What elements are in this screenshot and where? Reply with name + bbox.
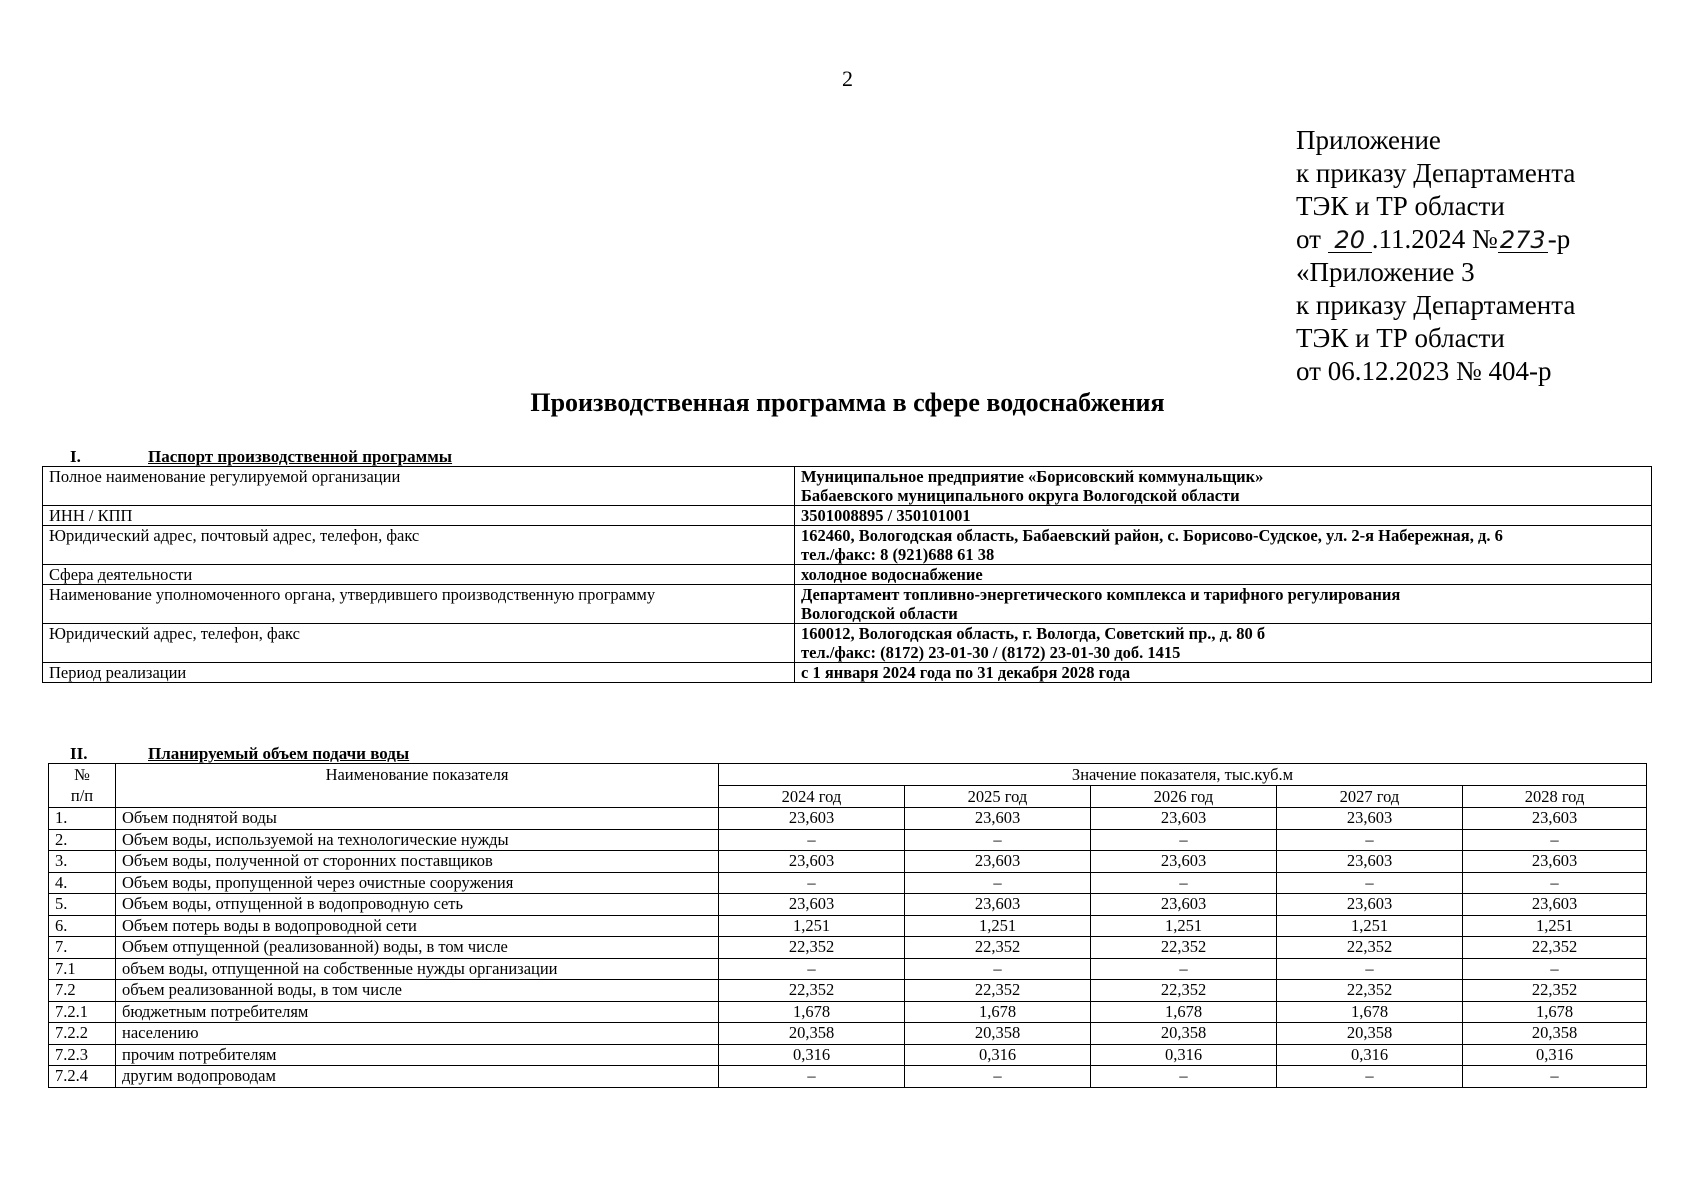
indicator-value: 23,603 xyxy=(1277,808,1463,830)
document-title: Производственная программа в сфере водоснабжения xyxy=(530,388,1165,417)
indicator-value: 23,603 xyxy=(1463,894,1647,916)
indicator-value: – xyxy=(719,872,905,894)
column-header-year: 2024 год xyxy=(719,786,905,808)
indicator-value: 20,358 xyxy=(719,1023,905,1045)
indicator-value: 22,352 xyxy=(905,937,1091,959)
column-header-year: 2025 год xyxy=(905,786,1091,808)
indicator-value: 23,603 xyxy=(1277,851,1463,873)
indicator-value: 23,603 xyxy=(905,808,1091,830)
indicator-value: 23,603 xyxy=(1463,808,1647,830)
table-row xyxy=(43,565,1652,585)
indicator-name: Объем потерь воды в водопроводной сети xyxy=(116,915,719,937)
column-header-year: 2027 год xyxy=(1277,786,1463,808)
passport-value-line: 160012, Вологодская область, г. Вологда, Советский пр., д. 80 б xyxy=(801,624,1266,643)
passport-label: Наименование уполномоченного органа, утвердившего производственную программу xyxy=(43,585,795,624)
appendix-line: Приложение xyxy=(1296,125,1441,155)
indicator-value: 1,678 xyxy=(905,1001,1091,1023)
passport-value xyxy=(795,526,1652,565)
row-number: 3. xyxy=(49,851,116,873)
indicator-value: 22,352 xyxy=(1277,980,1463,1002)
passport-label: Полное наименование регулируемой организации xyxy=(43,467,795,506)
row-number: 7.2.2 xyxy=(49,1023,116,1045)
passport-value-line: 162460, Вологодская область, Бабаевский район, с. Борисово-Судское, ул. 2-я Набережная, д. 6 xyxy=(801,526,1503,545)
indicator-value: 20,358 xyxy=(905,1023,1091,1045)
indicator-value: 0,316 xyxy=(719,1044,905,1066)
date-rest: .11.2024 № xyxy=(1371,224,1498,254)
indicator-value: – xyxy=(905,958,1091,980)
table-row xyxy=(49,915,1647,937)
passport-value-line: 3501008895 / 350101001 xyxy=(801,506,971,525)
row-number: 1. xyxy=(49,808,116,830)
table-row xyxy=(43,506,1652,526)
indicator-value: 0,316 xyxy=(1091,1044,1277,1066)
row-number: 7.1 xyxy=(49,958,116,980)
indicator-value: 22,352 xyxy=(1463,937,1647,959)
table-row xyxy=(49,829,1647,851)
indicator-value: 1,251 xyxy=(1091,915,1277,937)
table-row xyxy=(43,467,1652,506)
water-volume-table xyxy=(48,763,1647,1088)
indicator-value: 0,316 xyxy=(1463,1044,1647,1066)
table-row xyxy=(49,851,1647,873)
section-title: Паспорт производственной программы xyxy=(148,447,453,466)
indicator-value: 23,603 xyxy=(719,851,905,873)
appendix-line: от 06.12.2023 № 404-р xyxy=(1296,356,1552,386)
appendix-line: «Приложение 3 xyxy=(1296,257,1475,287)
indicator-value: 23,603 xyxy=(1091,894,1277,916)
passport-value xyxy=(795,663,1652,683)
indicator-value: – xyxy=(1091,829,1277,851)
indicator-value: 23,603 xyxy=(719,808,905,830)
table-row xyxy=(49,872,1647,894)
table-header-row xyxy=(49,764,1647,786)
passport-label: ИНН / КПП xyxy=(43,506,795,526)
indicator-value: – xyxy=(905,829,1091,851)
handwritten-day: 20 xyxy=(1328,228,1372,253)
indicator-value: 23,603 xyxy=(1091,851,1277,873)
row-number: 2. xyxy=(49,829,116,851)
indicator-value: – xyxy=(1277,1066,1463,1088)
indicator-value: 23,603 xyxy=(905,894,1091,916)
column-header-value-group: Значение показателя, тыс.куб.м xyxy=(719,764,1647,786)
date-prefix: от xyxy=(1296,224,1321,254)
table-row xyxy=(49,1001,1647,1023)
indicator-value: – xyxy=(1463,872,1647,894)
indicator-value: 20,358 xyxy=(1277,1023,1463,1045)
appendix-line: ТЭК и ТР области xyxy=(1296,323,1505,353)
indicator-value: 1,678 xyxy=(1277,1001,1463,1023)
column-header-year: 2028 год xyxy=(1463,786,1647,808)
passport-label: Сфера деятельности xyxy=(43,565,795,585)
passport-value-line: Бабаевского муниципального округа Вологодской области xyxy=(801,486,1240,505)
indicator-name: объем реализованной воды, в том числе xyxy=(116,980,719,1002)
indicator-value: 1,678 xyxy=(719,1001,905,1023)
indicator-value: 20,358 xyxy=(1463,1023,1647,1045)
column-header-number xyxy=(49,764,116,808)
indicator-value: – xyxy=(1463,1066,1647,1088)
indicator-name: Объем отпущенной (реализованной) воды, в том числе xyxy=(116,937,719,959)
indicator-value: 22,352 xyxy=(905,980,1091,1002)
indicator-name: прочим потребителям xyxy=(116,1044,719,1066)
indicator-value: 1,678 xyxy=(1463,1001,1647,1023)
indicator-name: Объем воды, используемой на технологические нужды xyxy=(116,829,719,851)
appendix-line: ТЭК и ТР области xyxy=(1296,191,1505,221)
indicator-value: 1,251 xyxy=(1463,915,1647,937)
indicator-value: 22,352 xyxy=(1091,937,1277,959)
section-number: II. xyxy=(70,744,88,763)
indicator-value: – xyxy=(1463,958,1647,980)
header-text: п/п xyxy=(70,786,94,805)
appendix-line: к приказу Департамента xyxy=(1296,290,1576,320)
passport-label: Юридический адрес, почтовый адрес, телефон, факс xyxy=(43,526,795,565)
row-number: 7.2 xyxy=(49,980,116,1002)
passport-value-line: тел./факс: (8172) 23-01-30 / (8172) 23-01-30 доб. 1415 xyxy=(801,643,1181,662)
indicator-value: 1,251 xyxy=(719,915,905,937)
column-header-year: 2026 год xyxy=(1091,786,1277,808)
table-row xyxy=(49,980,1647,1002)
passport-value xyxy=(795,467,1652,506)
indicator-name: Объем воды, пропущенной через очистные сооружения xyxy=(116,872,719,894)
table-row xyxy=(49,1066,1647,1088)
indicator-name: объем воды, отпущенной на собственные нужды организации xyxy=(116,958,719,980)
section-title: Планируемый объем подачи воды xyxy=(148,744,410,763)
indicator-value: – xyxy=(719,1066,905,1088)
indicator-value: 23,603 xyxy=(1463,851,1647,873)
passport-value-line: Вологодской области xyxy=(801,604,958,623)
handwritten-number: 273 xyxy=(1498,228,1548,253)
passport-value-line: с 1 января 2024 года по 31 декабря 2028 года xyxy=(801,663,1131,682)
indicator-value: – xyxy=(1277,958,1463,980)
passport-label: Период реализации xyxy=(43,663,795,683)
indicator-value: 22,352 xyxy=(1091,980,1277,1002)
row-number: 7.2.1 xyxy=(49,1001,116,1023)
indicator-value: – xyxy=(719,829,905,851)
passport-label: Юридический адрес, телефон, факс xyxy=(43,624,795,663)
indicator-value: – xyxy=(1277,829,1463,851)
row-number: 7. xyxy=(49,937,116,959)
indicator-value: 22,352 xyxy=(1463,980,1647,1002)
table-row xyxy=(49,808,1647,830)
appendix-order-line xyxy=(1296,223,1575,256)
section-number: I. xyxy=(70,447,81,466)
row-number: 7.2.3 xyxy=(49,1044,116,1066)
indicator-name: другим водопроводам xyxy=(116,1066,719,1088)
table-row xyxy=(49,937,1647,959)
page-number: 2 xyxy=(842,66,853,91)
indicator-value: 22,352 xyxy=(1277,937,1463,959)
column-header-name: Наименование показателя xyxy=(116,764,719,808)
indicator-value: – xyxy=(905,1066,1091,1088)
indicator-name: Объем воды, отпущенной в водопроводную сеть xyxy=(116,894,719,916)
indicator-value: 22,352 xyxy=(719,937,905,959)
passport-table xyxy=(42,466,1652,683)
number-suffix: -р xyxy=(1547,224,1571,254)
indicator-value: – xyxy=(1091,872,1277,894)
table-row xyxy=(49,1044,1647,1066)
indicator-value: 22,352 xyxy=(719,980,905,1002)
indicator-name: бюджетным потребителям xyxy=(116,1001,719,1023)
table-row xyxy=(49,894,1647,916)
row-number: 5. xyxy=(49,894,116,916)
indicator-value: 1,251 xyxy=(905,915,1091,937)
passport-value xyxy=(795,565,1652,585)
table-row xyxy=(43,663,1652,683)
appendix-block xyxy=(1296,124,1575,388)
passport-value xyxy=(795,585,1652,624)
section-1-heading xyxy=(70,447,452,467)
table-row xyxy=(43,585,1652,624)
table-row xyxy=(43,526,1652,565)
appendix-line: к приказу Департамента xyxy=(1296,158,1576,188)
indicator-value: – xyxy=(719,958,905,980)
indicator-value: – xyxy=(1091,958,1277,980)
table-row xyxy=(43,624,1652,663)
passport-value xyxy=(795,624,1652,663)
passport-value-line: Департамент топливно-энергетического комплекса и тарифного регулирования xyxy=(801,585,1401,604)
header-text: № xyxy=(74,765,90,784)
table-row xyxy=(49,1023,1647,1045)
indicator-value: 23,603 xyxy=(905,851,1091,873)
indicator-value: 1,251 xyxy=(1277,915,1463,937)
passport-value-line: Муниципальное предприятие «Борисовский коммунальщик» xyxy=(801,467,1264,486)
passport-value-line: тел./факс: 8 (921)688 61 38 xyxy=(801,545,995,564)
indicator-value: 23,603 xyxy=(719,894,905,916)
indicator-value: 23,603 xyxy=(1091,808,1277,830)
passport-value-line: холодное водоснабжение xyxy=(801,565,983,584)
row-number: 6. xyxy=(49,915,116,937)
section-2-heading xyxy=(70,744,409,764)
indicator-name: населению xyxy=(116,1023,719,1045)
passport-value xyxy=(795,506,1652,526)
indicator-value: 0,316 xyxy=(905,1044,1091,1066)
row-number: 4. xyxy=(49,872,116,894)
indicator-name: Объем воды, полученной от сторонних поставщиков xyxy=(116,851,719,873)
indicator-value: – xyxy=(1277,872,1463,894)
indicator-name: Объем поднятой воды xyxy=(116,808,719,830)
indicator-value: – xyxy=(1463,829,1647,851)
indicator-value: 23,603 xyxy=(1277,894,1463,916)
indicator-value: – xyxy=(1091,1066,1277,1088)
row-number: 7.2.4 xyxy=(49,1066,116,1088)
indicator-value: 20,358 xyxy=(1091,1023,1277,1045)
indicator-value: 0,316 xyxy=(1277,1044,1463,1066)
indicator-value: – xyxy=(905,872,1091,894)
table-row xyxy=(49,958,1647,980)
indicator-value: 1,678 xyxy=(1091,1001,1277,1023)
